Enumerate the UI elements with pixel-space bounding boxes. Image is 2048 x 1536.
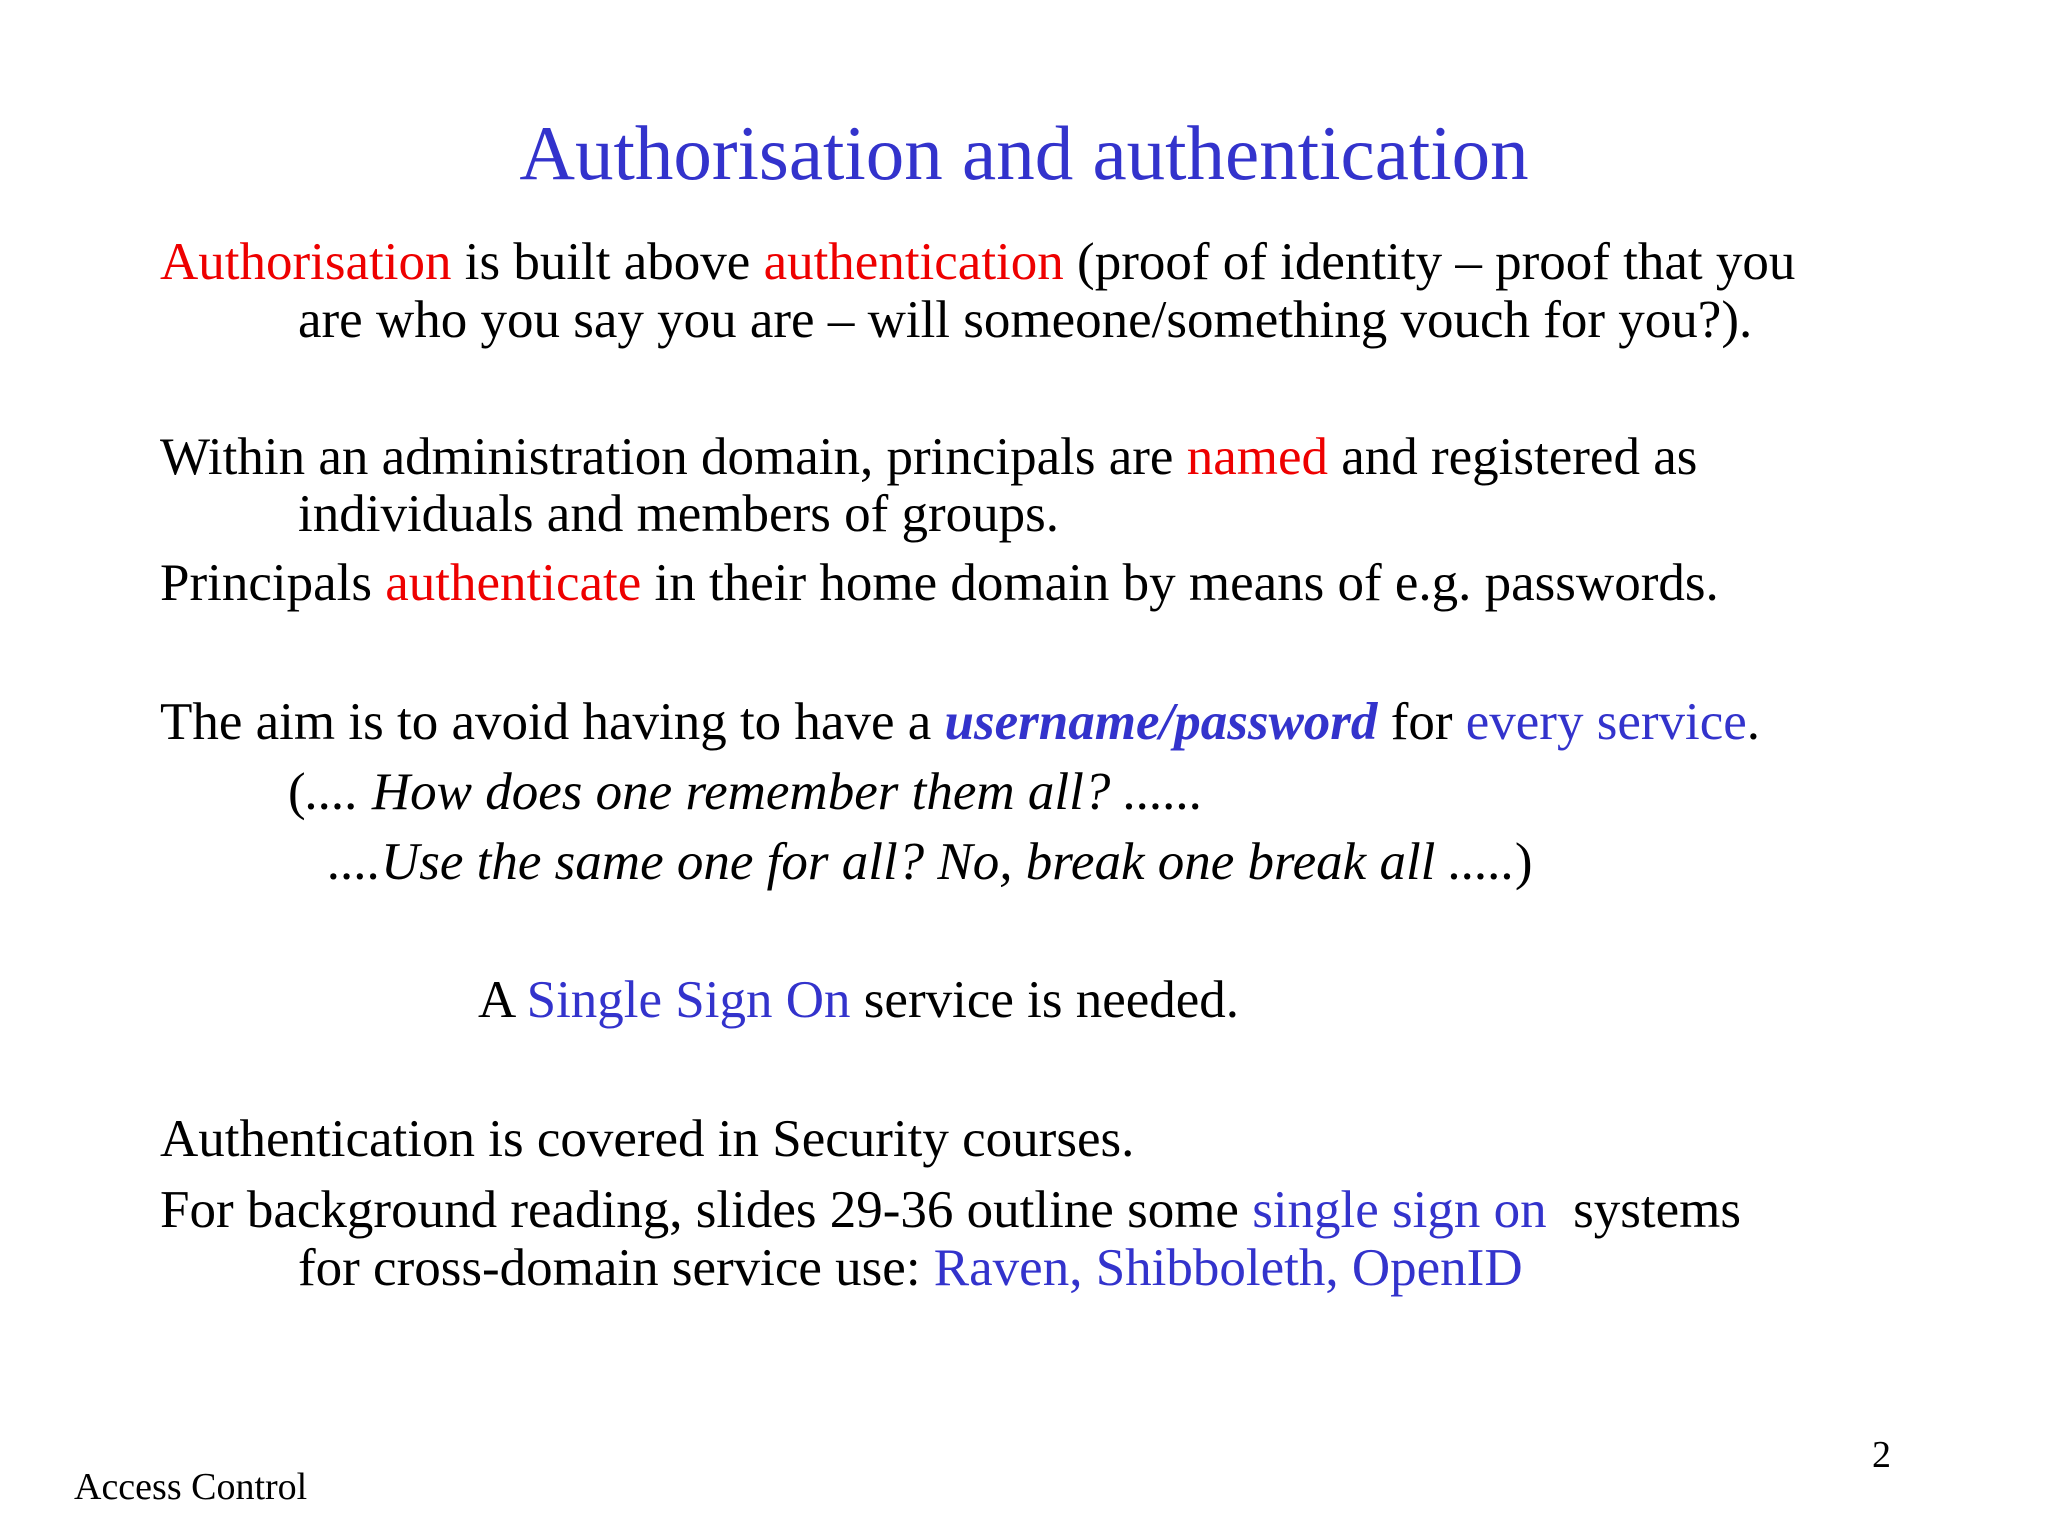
term-named: named [1186, 428, 1328, 486]
term-every-service: every service [1465, 693, 1747, 751]
text-segment: ( [288, 763, 306, 821]
paragraph-authenticate [160, 553, 1719, 613]
text-segment: for cross-domain service use: [298, 1239, 934, 1297]
text-segment: For background reading, slides 29-36 outline some [160, 1181, 1253, 1239]
text-segment: service is needed. [850, 971, 1240, 1029]
text-segment: in their home domain by means of e.g. passwords. [641, 554, 1719, 612]
paragraph-principals-line-1 [160, 427, 1697, 487]
text-segment: ) [1514, 833, 1533, 891]
text-segment: A [478, 971, 527, 1029]
text-segment: is built above [451, 233, 764, 291]
paragraph-single-sign-on [478, 970, 1239, 1030]
footer-label: Access Control [74, 1466, 308, 1508]
term-sso-systems: Raven, Shibboleth, OpenID [933, 1239, 1523, 1297]
paragraph-aim-line-3 [328, 832, 1533, 892]
page-number: 2 [1872, 1434, 1891, 1476]
term-username-password: username/password [944, 693, 1378, 751]
term-authenticate: authenticate [385, 554, 642, 612]
italic-answer: ....Use the same one for all? No, break one break all ..... [328, 833, 1515, 891]
italic-question: .... How does one remember them all? ...... [305, 763, 1204, 821]
text-segment: Within an administration domain, principals are [160, 428, 1187, 486]
paragraph-authorisation-line-2: are who you say you are – will someone/something vouch for you?). [298, 291, 1753, 349]
paragraph-background-line-1 [160, 1180, 1741, 1240]
paragraph-aim-line-1 [160, 692, 1760, 752]
text-segment: The aim is to avoid having to have a [160, 693, 945, 751]
text-segment: Principals [160, 554, 386, 612]
text-segment: for [1377, 693, 1466, 751]
paragraph-authorisation-line-1 [160, 232, 1795, 292]
paragraph-aim-line-2 [288, 762, 1203, 822]
text-segment: systems [1546, 1181, 1742, 1239]
slide-title: Authorisation and authentication [519, 110, 1529, 196]
term-authorisation: Authorisation [160, 233, 452, 291]
text-segment: . [1746, 693, 1761, 751]
term-authentication: authentication [763, 233, 1064, 291]
text-segment: and registered as [1327, 428, 1698, 486]
term-single-sign-on-lower: single sign on [1252, 1181, 1547, 1239]
paragraph-security-courses: Authentication is covered in Security courses. [160, 1110, 1135, 1168]
text-segment: (proof of identity – proof that you [1063, 233, 1796, 291]
paragraph-principals-line-2: individuals and members of groups. [298, 485, 1060, 543]
paragraph-background-line-2 [298, 1238, 1523, 1298]
term-single-sign-on: Single Sign On [526, 971, 851, 1029]
